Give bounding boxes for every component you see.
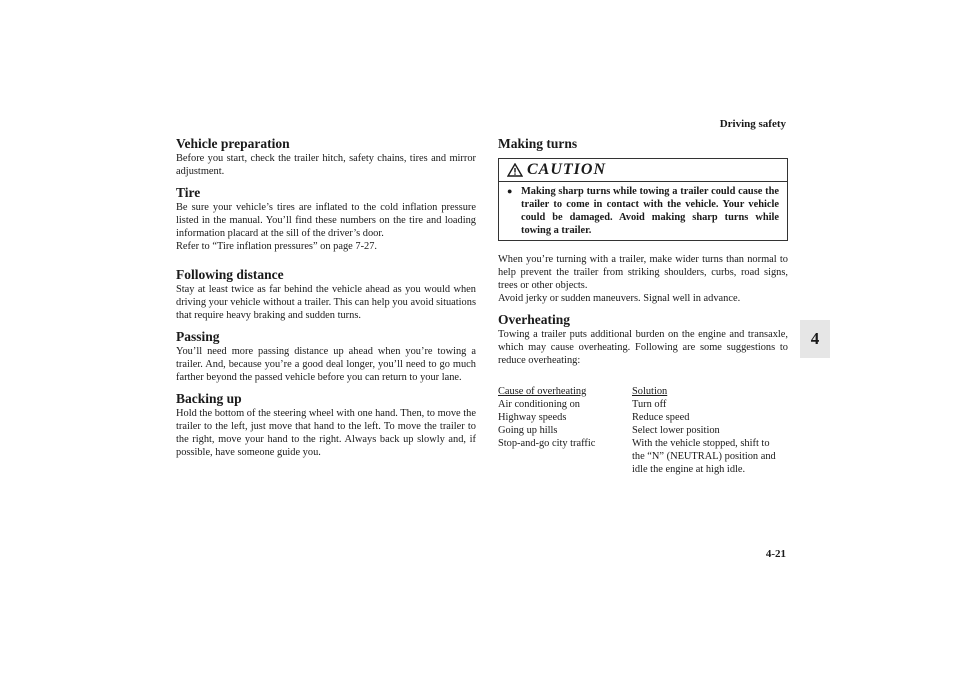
table-row [498, 398, 782, 411]
vehicle-preparation-body: Before you start, check the trailer hitch, safety chains, tires and mirror adjustment. [176, 153, 476, 177]
tire-body: Be sure your vehicle’s tires are inflated to the cold inflation pressure listed in the manual. You’ll find these numbers on the tire and loading information placard at the sill of the driver’s door. [176, 202, 476, 239]
table-header-cell: Solution [632, 386, 668, 397]
warning-triangle-icon [507, 163, 523, 177]
table-header-cell: Cause of overheating [498, 386, 587, 397]
overheating-table [498, 385, 782, 476]
tire-reference: Refer to “Tire inflation pressures” on page 7-27. [176, 241, 378, 252]
page-number: 4-21 [765, 548, 786, 560]
bullet-icon: ● [507, 186, 513, 196]
vehicle-preparation-heading: Vehicle preparation [176, 136, 290, 151]
making-turns-heading: Making turns [498, 136, 578, 151]
left-column [176, 136, 476, 459]
making-turns-body-2: Avoid jerky or sudden maneuvers. Signal well in advance. [498, 293, 741, 304]
table-cell: Going up hills [498, 425, 558, 436]
overheating-body: Towing a trailer puts additional burden on the engine and transaxle, which may cause overheating. Following are some suggestions to reduce overheating: [498, 329, 788, 366]
overheating-heading: Overheating [498, 312, 570, 327]
following-distance-body: Stay at least twice as far behind the vehicle ahead as you would when driving your vehicle without a trailer. This can help you avoid situations that require heavy braking and sudden turns. [176, 284, 476, 321]
caution-box [498, 158, 788, 241]
table-header-row [498, 385, 782, 398]
caution-label: CAUTION [527, 161, 607, 178]
table-row [498, 411, 782, 424]
backing-up-heading: Backing up [176, 391, 242, 406]
right-column [498, 136, 788, 476]
tire-heading: Tire [176, 185, 201, 200]
making-turns-body: When you’re turning with a trailer, make wider turns than normal to help prevent the trailer from striking shoulders, curbs, road signs, trees or other objects. [498, 254, 788, 291]
table-cell: Reduce speed [632, 412, 690, 423]
running-header: Driving safety [719, 118, 786, 130]
passing-heading: Passing [176, 329, 220, 344]
table-cell: Turn off [632, 399, 667, 410]
following-distance-heading: Following distance [176, 267, 284, 282]
chapter-tab: 4 [800, 320, 830, 358]
table-cell: Highway speeds [498, 412, 567, 423]
table-cell: Air conditioning on [498, 399, 580, 410]
backing-up-body: Hold the bottom of the steering wheel with one hand. Then, to move the trailer to the left, just move that hand to the left. To move the trailer to the right, move your hand to the right. Always back up slowly and, if possible, have someone guide you. [176, 408, 476, 458]
passing-body: You’ll need more passing distance up ahead when you’re towing a trailer. And, because you’re a good deal longer, you’ll need to go much farther beyond the passed vehicle before you can return to your lane. [176, 346, 476, 383]
caution-text: Making sharp turns while towing a trailer could cause the trailer to come in contact with the vehicle. Your vehicle could be damaged. Avoid making sharp turns while towing a trailer. [521, 186, 779, 236]
table-cell: Select lower position [632, 425, 720, 436]
table-cell: With the vehicle stopped, shift to the “N” (NEUTRAL) position and idle the engine at high idle. [632, 438, 776, 475]
caution-header [499, 159, 787, 182]
table-row [498, 424, 782, 437]
table-row [498, 437, 782, 476]
table-cell: Stop-and-go city traffic [498, 438, 596, 449]
